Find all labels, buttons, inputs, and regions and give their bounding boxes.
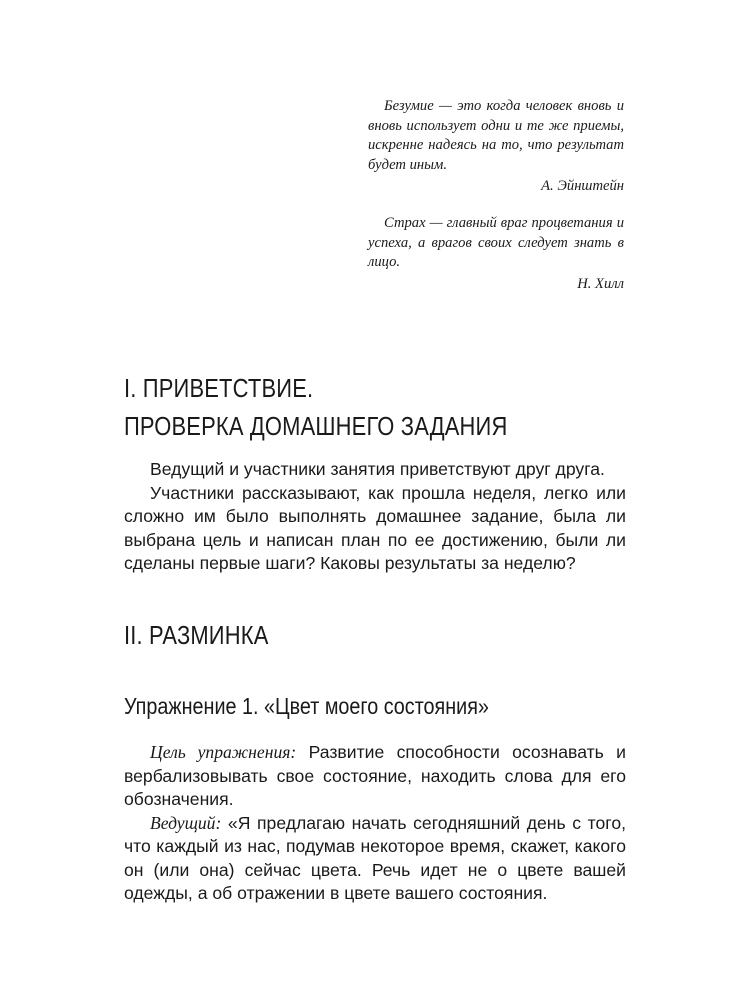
section-heading-line: ПРОВЕРКА ДОМАШНЕГО ЗАДАНИЯ [124, 413, 508, 441]
section-heading-line: I. ПРИВЕТСТВИЕ. [124, 375, 314, 403]
goal-label: Цель упражнения: [150, 742, 297, 762]
epigraph-quote: Страх — главный враг процветания и успеха, а врагов своих следует знать в лицо. [368, 215, 624, 270]
leader-text: «Я предлагаю начать сегодняшний день с того, что каждый из нас, подумав некоторое время, скажет, какого он (или она) сейчас цвета. Речь идет не о цвете вашей одежды, а об отражении в цвете вашего состояния. [124, 812, 626, 903]
epigraph-einstein [368, 97, 624, 197]
epigraph-quote: Безумие — это когда человек вновь и вновь использует одни и те же приемы, искренне надеясь на то, что результат будет иным. [368, 98, 624, 173]
epigraph-hill [368, 214, 624, 294]
body-paragraph: Участники рассказывают, как прошла неделя, легко или сложно им было выполнять домашнее задание, была ли выбрана цель и написан план по ее достижению, были ли сделаны первые шаги? Каковы результаты за неделю? [124, 482, 626, 573]
goal-paragraph [124, 741, 626, 812]
epigraph-author: Н. Хилл [577, 275, 624, 292]
exercise-heading: Упражнение 1. «Цвет моего состояния» [124, 693, 489, 719]
leader-label: Ведущий: [150, 812, 222, 833]
section-greeting-body [124, 458, 626, 576]
exercise-body [124, 741, 626, 906]
goal-text: Развитие способности осознавать и вербализовывать свое состояние, находить слова для его обозначения. [124, 742, 626, 809]
body-paragraph: Ведущий и участники занятия приветствуют друг друга. [150, 459, 605, 479]
section-heading-greeting [124, 370, 507, 446]
epigraph-author: А. Эйнштейн [541, 178, 624, 194]
leader-paragraph [124, 812, 626, 906]
section-heading-warmup: II. РАЗМИНКА [124, 622, 269, 650]
